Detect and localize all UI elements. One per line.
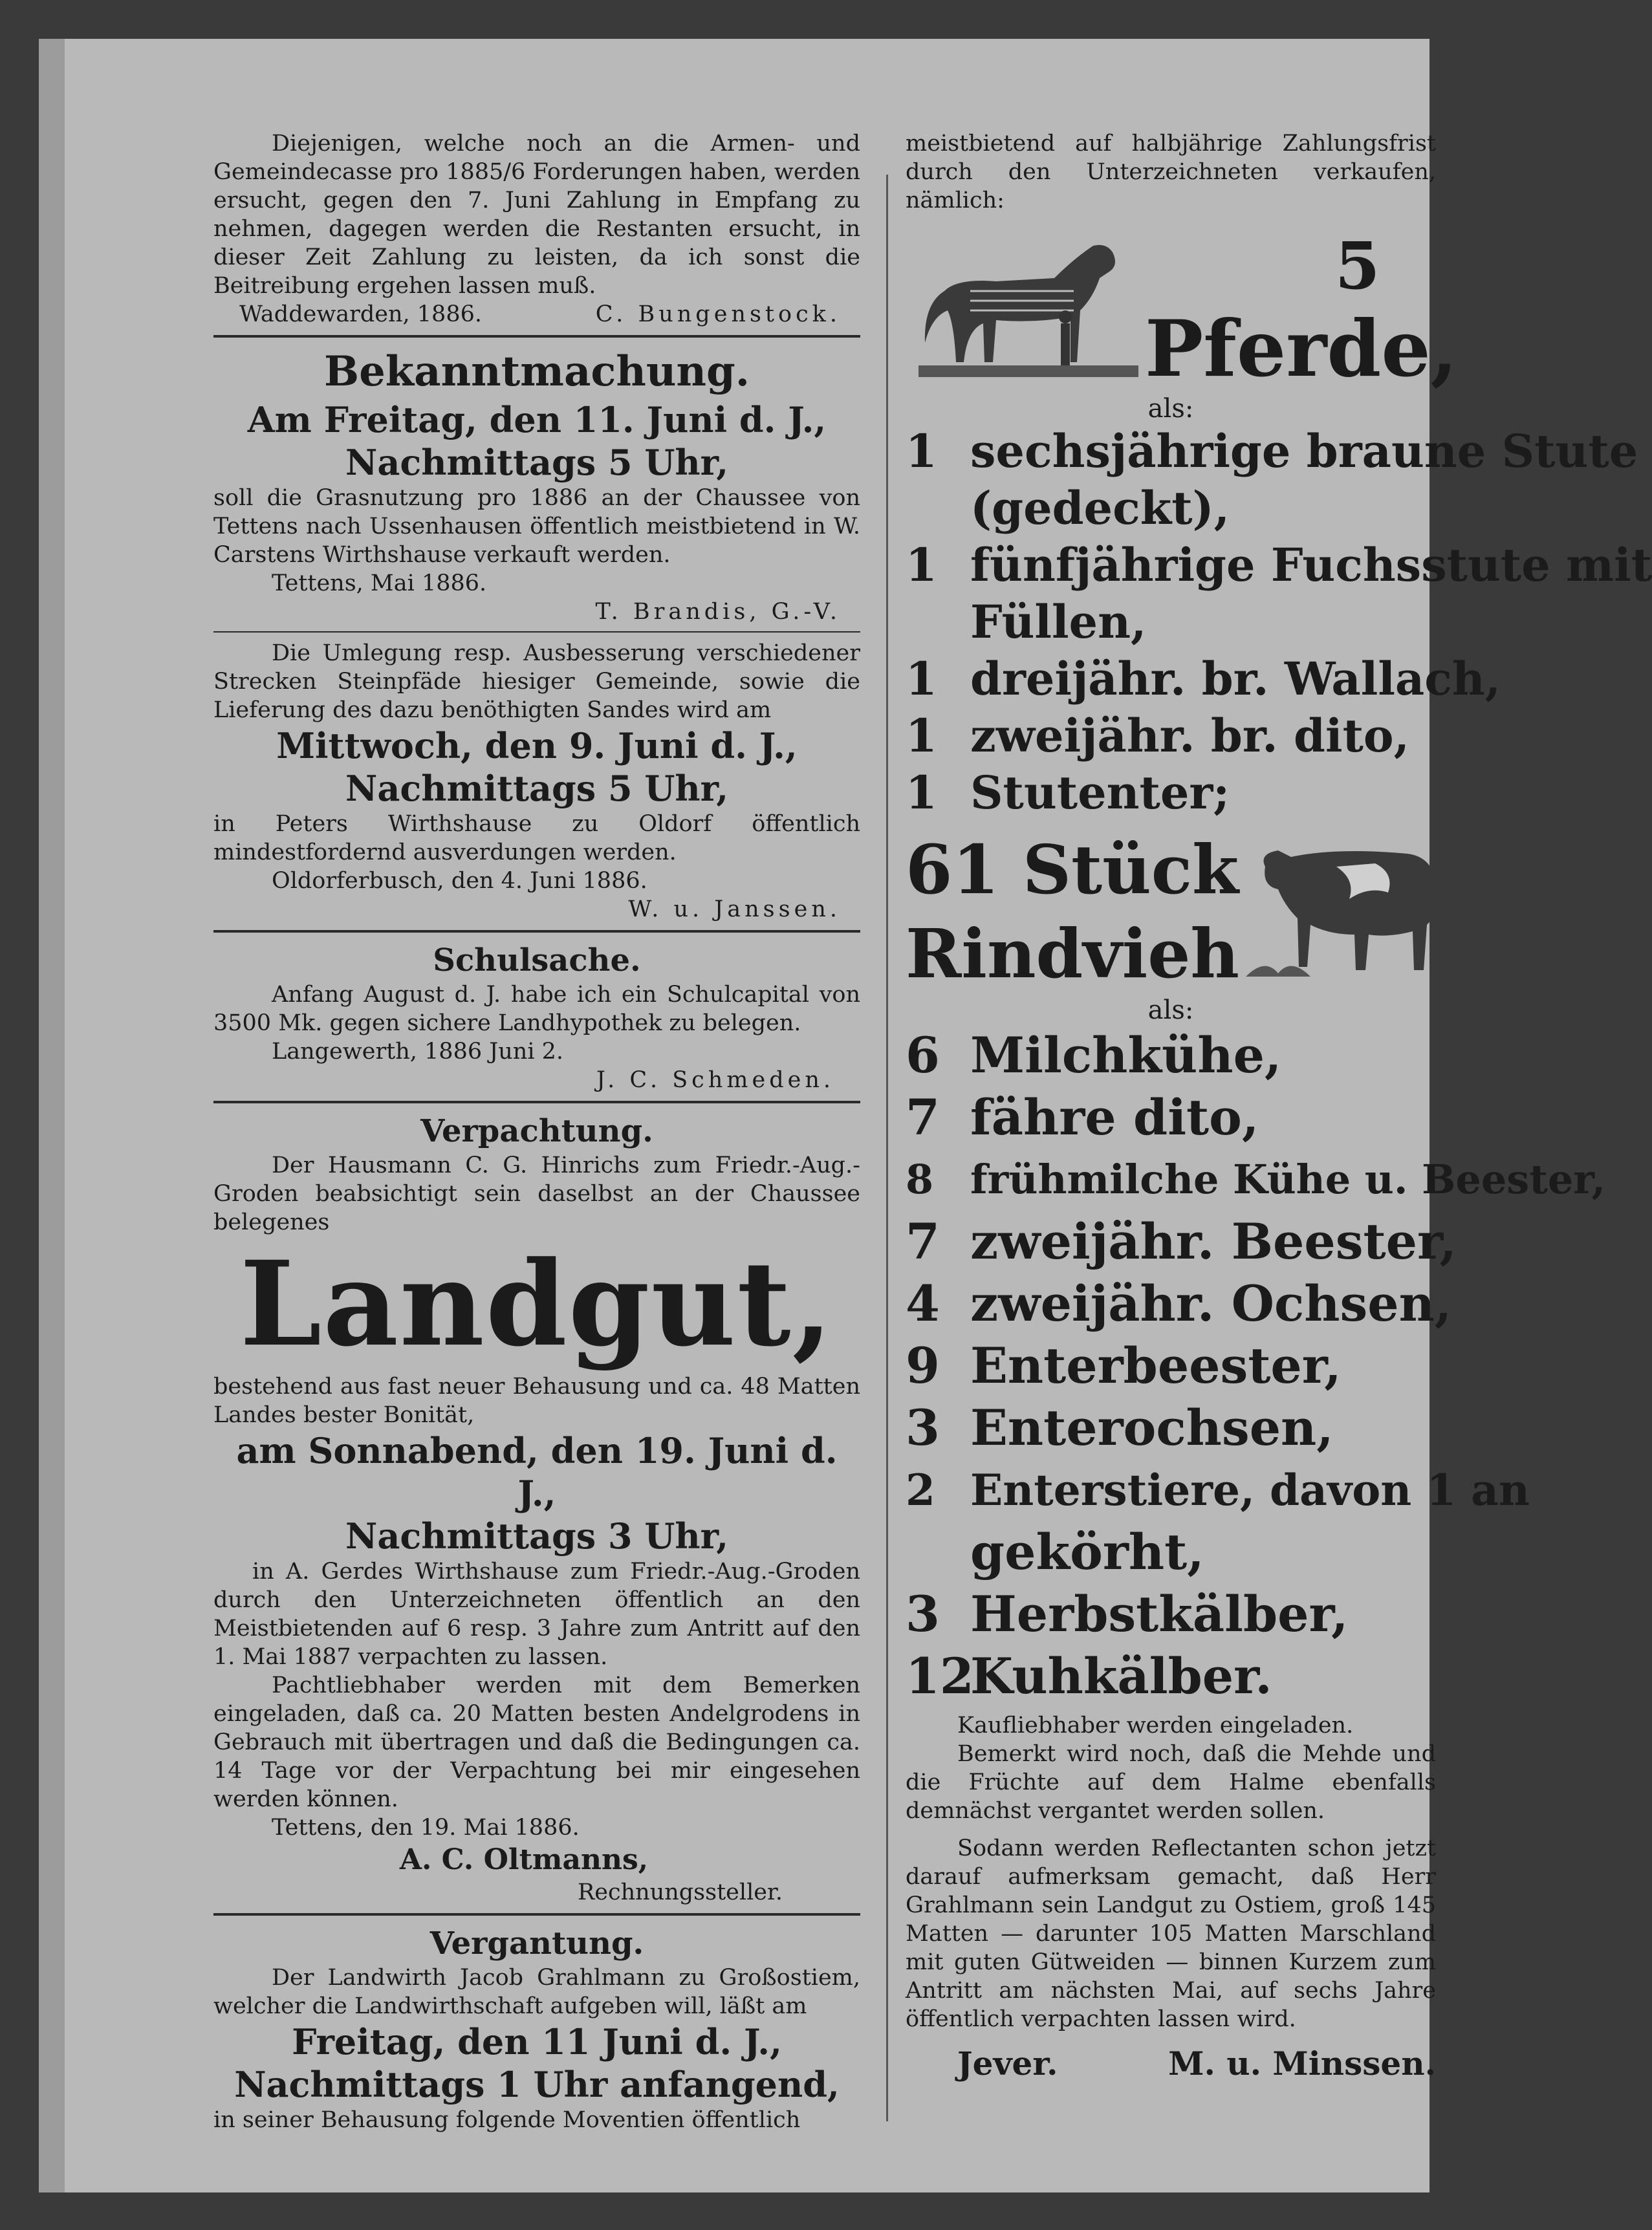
divider-rule: [213, 335, 860, 338]
notice-place: Waddewarden, 1886.: [239, 301, 482, 327]
divider-rule: [213, 1913, 860, 1916]
notice-date-line: Am Freitag, den 11. Juni d. J.,: [247, 399, 827, 440]
auction-intro: meistbietend auf halbjährige Zahlungsfrist durch den Unterzeichneten verkaufen, nämlich:: [906, 131, 1436, 213]
list-item: [906, 708, 1436, 764]
list-item: [906, 1149, 1606, 1211]
notice-date-line: Mittwoch, den 9. Juni d. J.,: [276, 725, 798, 766]
list-item: [906, 1583, 1436, 1645]
notice-title: Bekanntmachung.: [323, 347, 750, 396]
item-count: 1: [906, 766, 937, 819]
item-desc: Enterstiere, davon 1 an: [970, 1465, 1530, 1515]
item-count: 2: [906, 1465, 935, 1515]
notice-text: Anfang August d. J. habe ich ein Schulcapital von 3500 Mk. gegen sichere Landhypothek zu belegen.: [213, 982, 860, 1036]
list-item: [906, 480, 1436, 537]
notice-verpachtung: [213, 1111, 860, 1907]
item-count: 8: [906, 1156, 934, 1203]
item-desc: fähre dito,: [970, 1088, 1259, 1146]
list-item: [906, 537, 1652, 594]
cattle-als: als:: [1147, 995, 1194, 1025]
cattle-header: [906, 828, 1436, 996]
list-item: [906, 1211, 1457, 1273]
column-divider: [886, 175, 888, 2121]
item-desc: zweijähr. Beester,: [970, 1213, 1457, 1270]
item-count: 7: [906, 1088, 940, 1146]
invite-text: Kaufliebhaber werden eingeladen.: [957, 1713, 1354, 1738]
list-item: [906, 1087, 1436, 1149]
cattle-list: [906, 1024, 1606, 1707]
notice-date-line: Freitag, den 11 Juni d. J.,: [292, 2021, 782, 2062]
notice-title: Schulsache.: [433, 942, 641, 979]
notice-umlegung: [213, 639, 860, 924]
cattle-count: 61 Stück: [906, 830, 1239, 909]
notice-date-line: am Sonnabend, den 19. Juni d. J.,: [236, 1430, 838, 1514]
notice-signer: T. Brandis, G.-V.: [595, 599, 841, 625]
item-count: 6: [906, 1026, 940, 1084]
notice-time-line: Nachmittags 5 Uhr,: [345, 442, 729, 483]
list-item: [906, 1024, 1436, 1087]
item-desc: dreijähr. br. Wallach,: [970, 652, 1501, 706]
notice-signer: A. C. Oltmanns,: [399, 1843, 649, 1876]
notice-text: Pachtliebhaber werden mit dem Bemerken eingeladen, daß ca. 20 Matten besten Andelgrodens in Gebrauch mit übertragen und daß die Bedingungen ca. 14 Tage vor der Verpachtung bei mir eingesehen werden können.: [213, 1672, 860, 1812]
notice-text: Der Hausmann C. G. Hinrichs zum Friedr.-Aug.-Groden beabsichtigt sein daselbst an der Chaussee belegenes: [213, 1153, 860, 1235]
list-item: [906, 1397, 1436, 1459]
item-count: 1: [906, 538, 937, 592]
item-count: 4: [906, 1275, 940, 1332]
horses-list: [906, 423, 1652, 821]
notice-text: bestehend aus fast neuer Behausung und ca. 48 Matten Landes bester Bonität,: [213, 1374, 860, 1428]
notice-time-line: Nachmittags 5 Uhr,: [345, 768, 729, 809]
notice-signer: J. C. Schmeden.: [596, 1067, 834, 1093]
right-column: [906, 129, 1652, 2084]
left-column: [213, 129, 860, 2134]
note-text: Bemerkt wird noch, daß die Mehde und die Früchte auf dem Halme ebenfalls demnächst vergantet werden sollen.: [906, 1741, 1436, 1824]
item-count: 1: [906, 709, 937, 763]
item-count: 7: [906, 1213, 940, 1270]
notice-title: Verpachtung.: [420, 1113, 653, 1149]
notice-title: Vergantung.: [429, 1925, 644, 1962]
list-item: [906, 1335, 1436, 1397]
notice-text: in A. Gerdes Wirthshause zum Friedr.-Aug.-Groden durch den Unterzeichneten öffentlich an den Meistbietenden auf 6 resp. 3 Jahre zum Antritt auf den 1. Mai 1887 verpachten zu lassen.: [213, 1559, 860, 1670]
notice-text: Diejenigen, welche noch an die Armen- und Gemeindecasse pro 1885/6 Forderungen haben, werden ersucht, gegen den 7. Juni Zahlung in Empfang zu nehmen, dagegen werden die Restanten ersucht, in dieser Zeit Zahlung zu leisten, da ich sonst die Beitreibung ergehen lassen muß.: [213, 131, 860, 299]
list-item: [906, 1273, 1452, 1335]
item-desc: sechsjährige braune Stute: [970, 424, 1638, 478]
divider-rule: [213, 1101, 860, 1103]
notice-text: soll die Grasnutzung pro 1886 an der Chaussee von Tettens nach Ussenhausen öffentlich meistbietend in W. Carstens Wirthshause verkauft werden.: [213, 485, 860, 568]
horses-header: [906, 228, 1458, 395]
notice-place: Langewerth, 1886 Juni 2.: [272, 1039, 564, 1065]
item-desc: Enterbeester,: [970, 1337, 1342, 1394]
notice-signer: M. u. Minssen.: [1168, 2044, 1436, 2083]
item-desc: Herbstkälber,: [970, 1585, 1349, 1643]
notice-text: in Peters Wirthshause zu Oldorf öffentlich mindestfordernd ausverdungen werden.: [213, 811, 860, 865]
notice-schulsache: [213, 940, 860, 1094]
list-item: [906, 764, 1436, 821]
notice-text: Die Umlegung resp. Ausbesserung verschiedener Strecken Steinpfäde hiesiger Gemeinde, sowie die Lieferung des dazu benöthigten Sandes wird am: [213, 640, 860, 723]
notice-armencasse: [213, 129, 860, 329]
item-count: 9: [906, 1337, 940, 1394]
item-count: 1: [906, 424, 937, 478]
notice-big-word: Landgut,: [239, 1236, 834, 1372]
cattle-heading: Rindvieh: [906, 914, 1239, 993]
notice-signer: W. u. Janssen.: [628, 896, 841, 922]
item-count: 3: [906, 1399, 940, 1456]
horse-illustration: [906, 233, 1145, 395]
item-count: 12: [906, 1647, 974, 1705]
notice-time-line: Nachmittags 3 Uhr,: [345, 1515, 729, 1557]
item-desc: frühmilche Kühe u. Beester,: [970, 1156, 1606, 1203]
notice-place: Jever.: [957, 2044, 1058, 2083]
notice-text: Der Landwirth Jacob Grahlmann zu Großostiem, welcher die Landwirthschaft aufgeben will, läßt am: [213, 1965, 860, 2019]
notice-place: Oldorferbusch, den 4. Juni 1886.: [272, 868, 647, 894]
list-item: [906, 1521, 1436, 1583]
horses-als: als:: [1147, 394, 1194, 424]
item-desc: Enterochsen,: [970, 1399, 1334, 1456]
list-item: [906, 594, 1436, 651]
divider-rule: [213, 631, 860, 633]
item-desc: zweijähr. Ochsen,: [970, 1275, 1452, 1332]
notice-time-line: Nachmittags 1 Uhr anfangend,: [234, 2064, 840, 2105]
horses-count: 5: [1334, 228, 1380, 304]
item-desc: (gedeckt),: [970, 481, 1230, 535]
item-desc: Kuhkälber.: [970, 1647, 1272, 1705]
list-item: [906, 1459, 1530, 1521]
list-item: [906, 1645, 1436, 1707]
page-edge: [39, 39, 65, 2192]
notice-place: Tettens, den 19. Mai 1886.: [272, 1815, 580, 1841]
item-count: 3: [906, 1585, 940, 1643]
notice-vergantung: [213, 1923, 860, 2134]
list-item: [906, 423, 1638, 480]
item-desc: gekörht,: [970, 1523, 1204, 1581]
notice-signer-title: Rechnungssteller.: [577, 1879, 783, 1905]
divider-rule: [213, 930, 860, 933]
item-desc: zweijähr. br. dito,: [970, 709, 1409, 763]
item-count: 1: [906, 652, 937, 706]
item-desc: Füllen,: [970, 595, 1147, 649]
notice-text: in seiner Behausung folgende Moventien öffentlich: [213, 2107, 801, 2133]
notice-place: Tettens, Mai 1886.: [272, 570, 487, 596]
item-desc: Stutenter;: [970, 766, 1230, 819]
notice-signer: C. Bungenstock.: [595, 301, 841, 327]
item-desc: Milchkühe,: [970, 1026, 1282, 1084]
list-item: [906, 651, 1501, 708]
notice-bekanntmachung: [213, 345, 860, 626]
item-desc: fünfjährige Fuchsstute mit: [970, 538, 1652, 592]
note-text: Sodann werden Reflectanten schon jetzt darauf aufmerksam gemacht, daß Herr Grahlmann sein Landgut zu Ostiem, groß 145 Matten — darunter 105 Matten Marschland mit guten Gütweiden — binnen Kurzem zum Antritt am nächsten Mai, auf sechs Jahre öffentlich verpachten lassen wird.: [906, 1835, 1436, 2032]
cow-illustration: [1239, 828, 1446, 996]
horses-heading: Pferde,: [1145, 303, 1458, 395]
